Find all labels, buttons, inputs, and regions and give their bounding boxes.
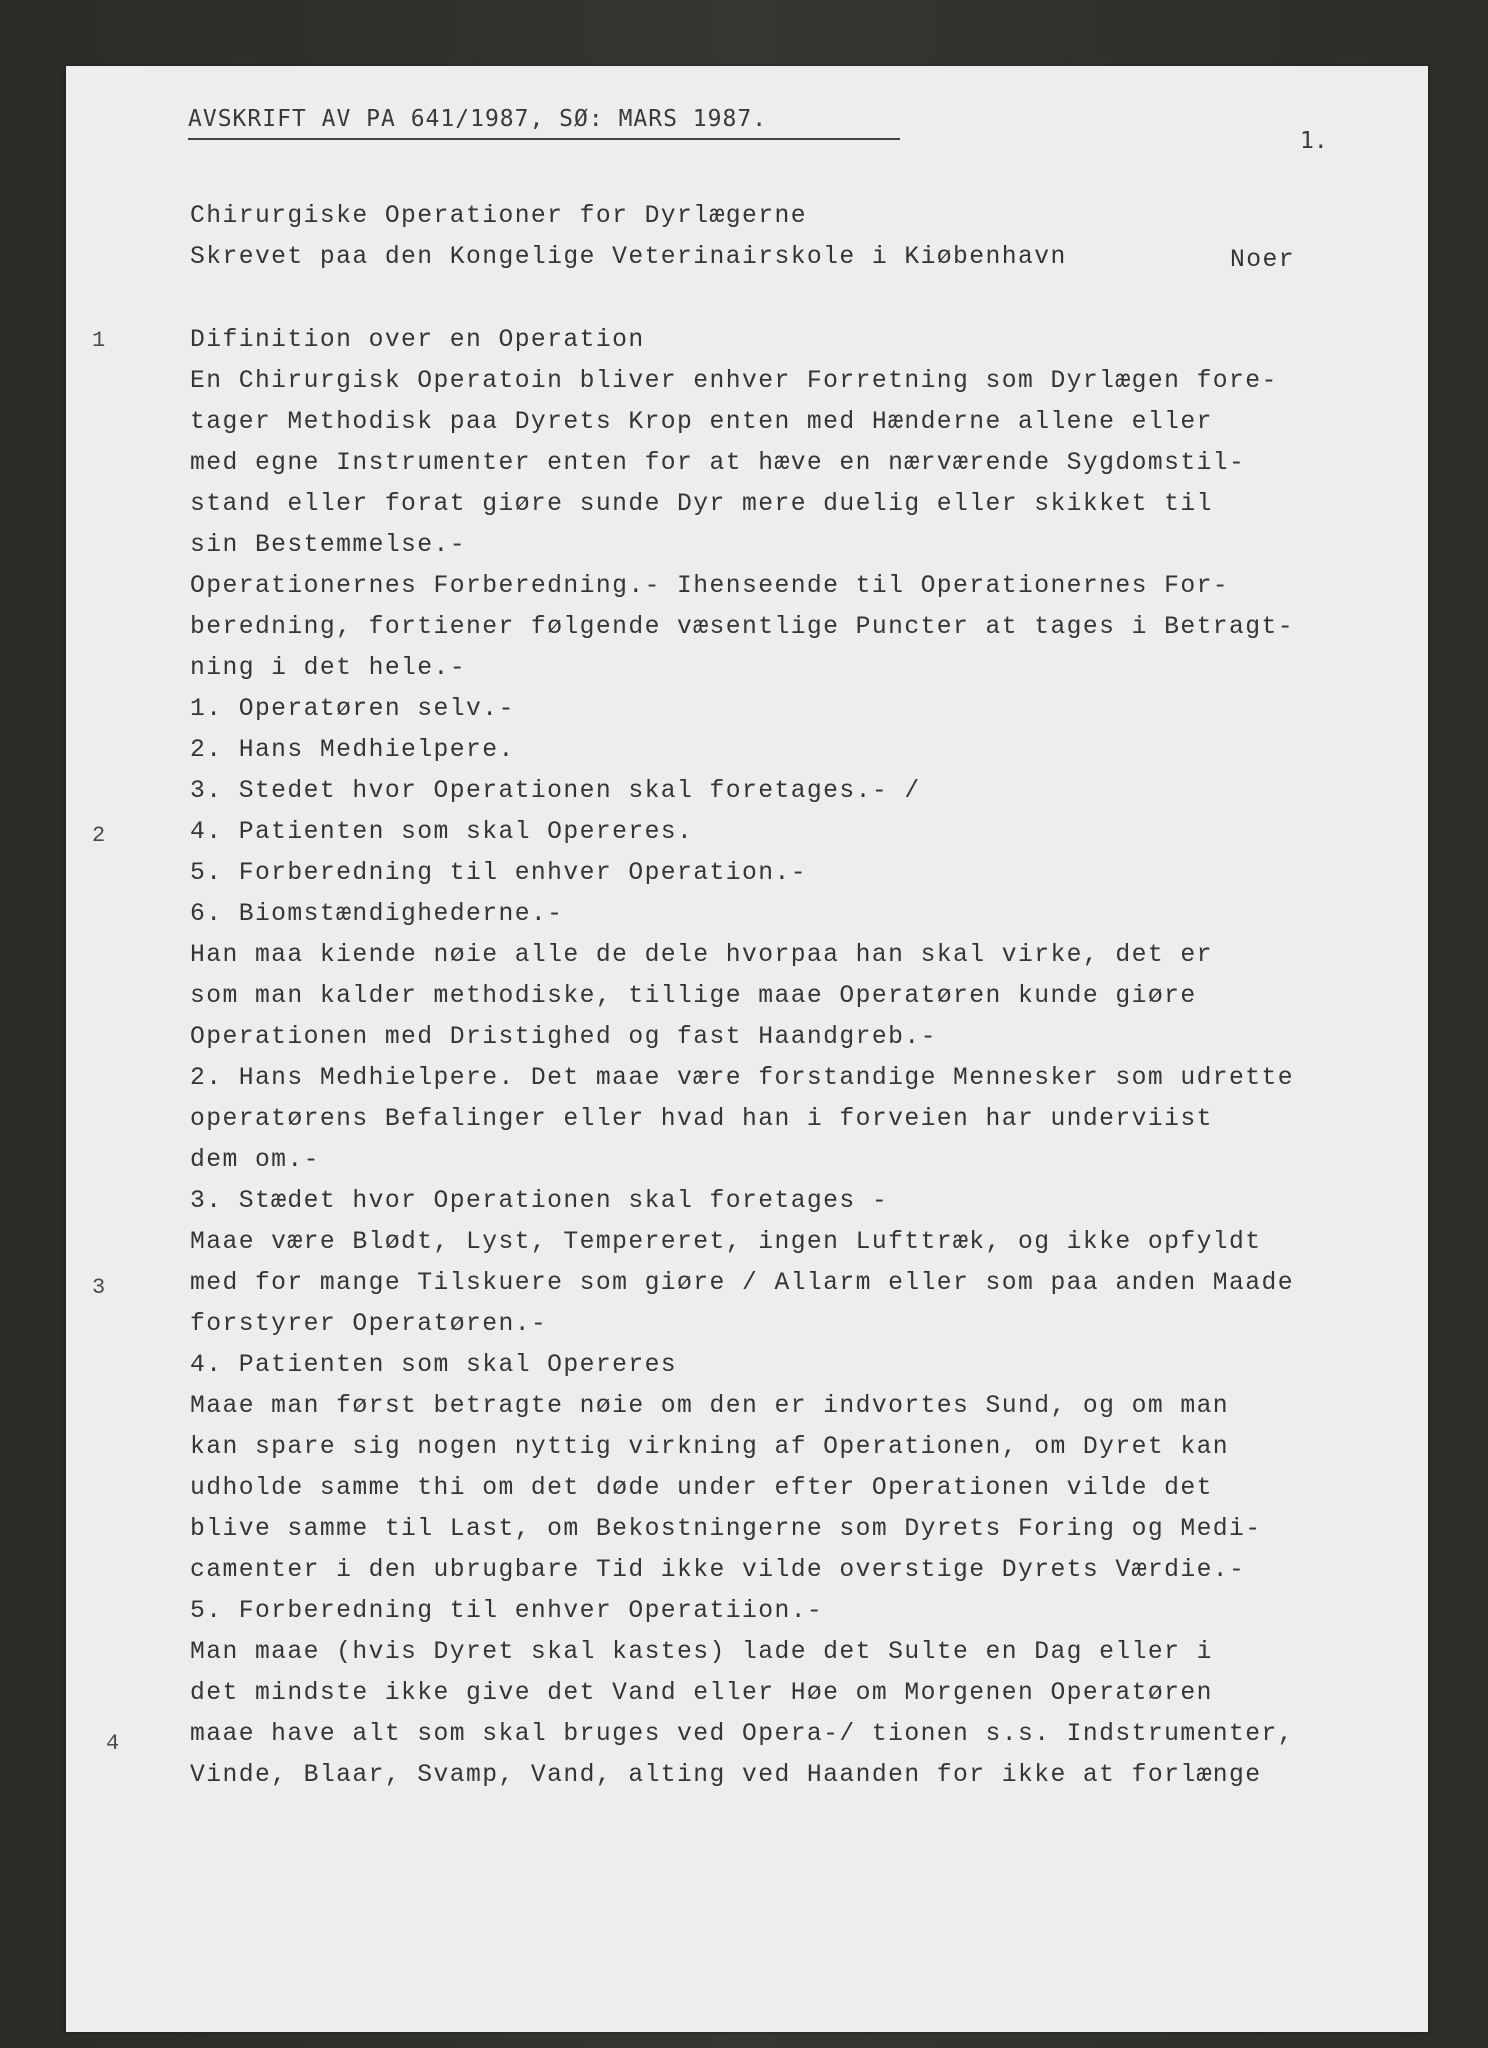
author-name: Noer: [1230, 246, 1295, 274]
body-line: Difinition over en Operation: [190, 326, 645, 354]
body-line: 5. Forberedning til enhver Operatiion.-: [190, 1597, 824, 1625]
body-line: Maae man først betragte nøie om den er indvortes Sund, og om man: [190, 1392, 1230, 1420]
body-line: Operationen med Dristighed og fast Haandgreb.-: [190, 1023, 937, 1051]
body-line: 2. Hans Medhielpere.: [190, 736, 515, 764]
body-line: 5. Forberedning til enhver Operation.-: [190, 859, 807, 887]
title-line: Skrevet paa den Kongelige Veterinairskole i Kiøbenhavn: [190, 243, 1067, 271]
body-line: camenter i den ubrugbare Tid ikke vilde overstige Dyrets Værdie.-: [190, 1556, 1246, 1584]
body-line: tager Methodisk paa Dyrets Krop enten med Hænderne allene eller: [190, 408, 1213, 436]
body-line: Operationernes Forberedning.- Ihenseende til Operationernes For-: [190, 572, 1230, 600]
margin-number: 3: [92, 1275, 106, 1300]
body-line: stand eller forat giøre sunde Dyr mere duelig eller skikket til: [190, 490, 1213, 518]
body-line: det mindste ikke give det Vand eller Høe om Morgenen Operatøren: [190, 1679, 1213, 1707]
body-line: Man maae (hvis Dyret skal kastes) lade det Sulte en Dag eller i: [190, 1638, 1213, 1666]
body-line: sin Bestemmelse.-: [190, 531, 466, 559]
body-line: kan spare sig nogen nyttig virkning af Operationen, om Dyret kan: [190, 1433, 1230, 1461]
margin-number: 1: [92, 328, 106, 353]
body-line: En Chirurgisk Operatoin bliver enhver Forretning som Dyrlægen fore-: [190, 367, 1278, 395]
body-line: 3. Stædet hvor Operationen skal foretages -: [190, 1187, 889, 1215]
body-line: udholde samme thi om det døde under efter Operationen vilde det: [190, 1474, 1213, 1502]
body-line: 4. Patienten som skal Opereres.: [190, 818, 694, 846]
transcript-header: AVSKRIFT AV PA 641/1987, SØ: MARS 1987.: [188, 106, 900, 140]
page-number: 1.: [1300, 128, 1328, 154]
body-line: ning i det hele.-: [190, 654, 466, 682]
title-line: Chirurgiske Operationer for Dyrlægerne: [190, 202, 807, 230]
body-line: som man kalder methodiske, tillige maae Operatøren kunde giøre: [190, 982, 1197, 1010]
body-line: blive samme til Last, om Bekostningerne som Dyrets Foring og Medi-: [190, 1515, 1262, 1543]
body-line: 4. Patienten som skal Opereres: [190, 1351, 678, 1379]
body-line: Han maa kiende nøie alle de dele hvorpaa han skal virke, det er: [190, 941, 1213, 969]
body-line: maae have alt som skal bruges ved Opera-/ tionen s.s. Indstrumenter,: [190, 1720, 1294, 1748]
body-line: Maae være Blødt, Lyst, Tempereret, ingen Lufttræk, og ikke opfyldt: [190, 1228, 1262, 1256]
body-line: operatørens Befalinger eller hvad han i forveien har underviist: [190, 1105, 1213, 1133]
body-line: beredning, fortiener følgende væsentlige Puncter at tages i Betragt-: [190, 613, 1294, 641]
body-line: 1. Operatøren selv.-: [190, 695, 515, 723]
body-line: 3. Stedet hvor Operationen skal foretages.- /: [190, 777, 921, 805]
body-line: dem om.-: [190, 1146, 320, 1174]
body-line: 6. Biomstændighederne.-: [190, 900, 564, 928]
body-line: 2. Hans Medhielpere. Det maae være forstandige Mennesker som udrette: [190, 1064, 1294, 1092]
body-line: med for mange Tilskuere som giøre / Allarm eller som paa anden Maade: [190, 1269, 1294, 1297]
body-line: Vinde, Blaar, Svamp, Vand, alting ved Haanden for ikke at forlænge: [190, 1761, 1262, 1789]
margin-number: 4: [106, 1731, 120, 1756]
body-line: med egne Instrumenter enten for at hæve en nærværende Sygdomstil-: [190, 449, 1246, 477]
body-line: forstyrer Operatøren.-: [190, 1310, 548, 1338]
margin-number: 2: [92, 823, 106, 848]
